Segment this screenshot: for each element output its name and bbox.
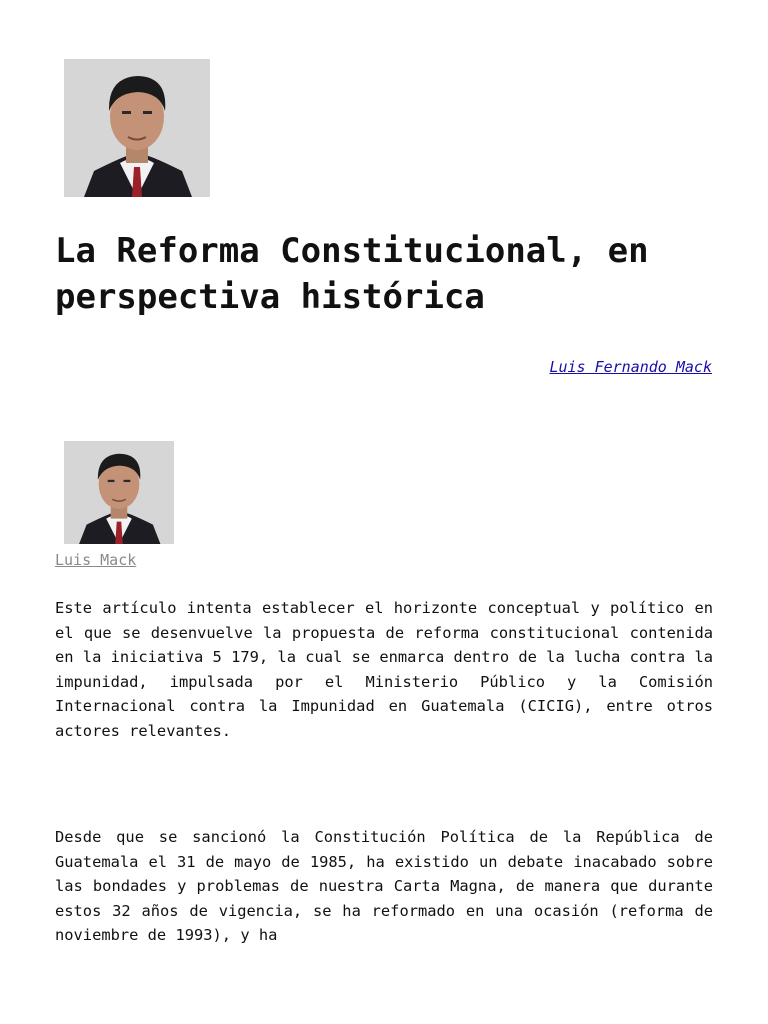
- author-thumbnail[interactable]: [64, 441, 174, 544]
- author-name-link[interactable]: Luis Mack: [55, 551, 137, 569]
- article-title: La Reforma Constitucional, en perspectiva histórica: [55, 231, 649, 317]
- author-photo: [64, 59, 210, 197]
- byline-author-link[interactable]: Luis Fernando Mack: [549, 358, 712, 376]
- article-paragraph: Este artículo intenta establecer el horizonte conceptual y político en el que se desenvuelve la propuesta de reforma constitucional contenida en la iniciativa 5 179, la cual se enmarca dentro de la lucha contra la impunidad, impulsada por el Ministerio Público y la Comisión Internacional contra la Impunidad en Guatemala (CICIG), entre otros actores relevantes.: [55, 599, 713, 740]
- article-paragraph: Desde que se sancionó la Constitución Política de la República de Guatemala el 31 de mayo de 1985, ha existido un debate inacabado sobre las bondades y problemas de nuestra Carta Magna, de manera que durante estos 32 años de vigencia, se ha reformado en una ocasión (reforma de noviembre de 1993), y ha: [55, 828, 713, 945]
